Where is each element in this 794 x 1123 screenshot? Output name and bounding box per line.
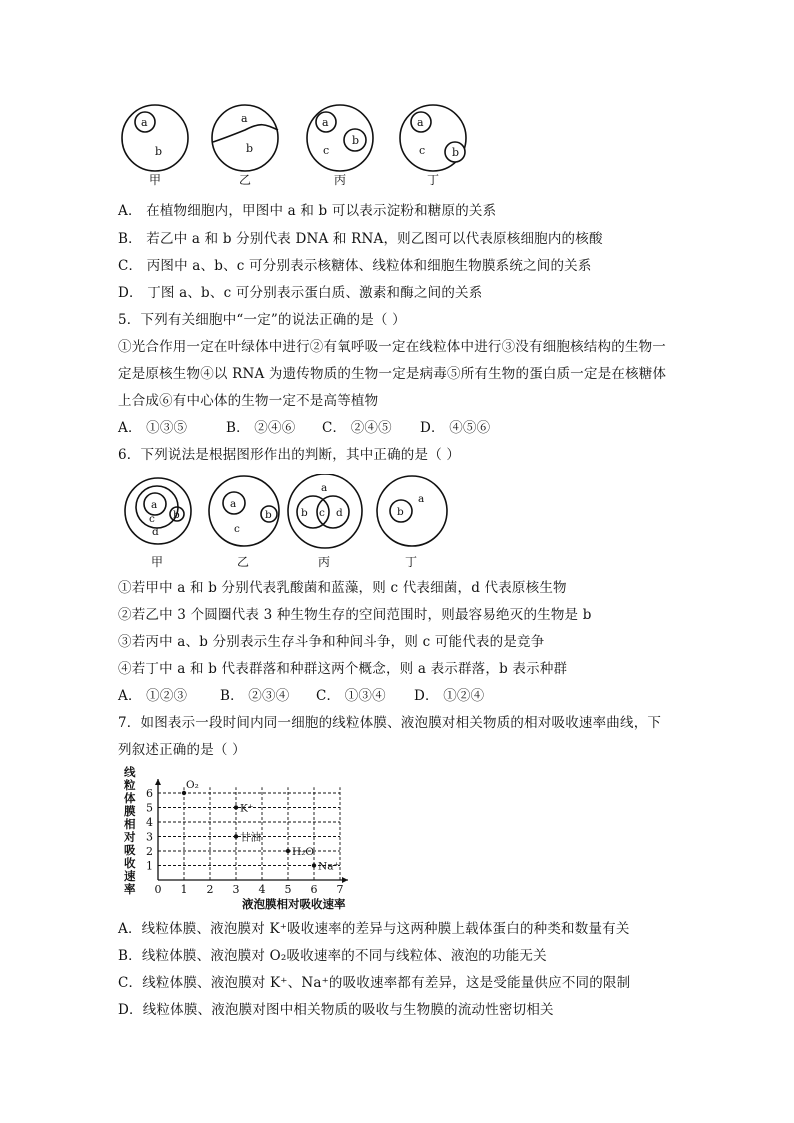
q6-bing-b: b [301, 507, 308, 519]
q5-option-d: D． ④⑤⑥ [420, 420, 491, 436]
q6-yi-c: c [234, 523, 240, 535]
q5-option-b: B． ②④⑥ [226, 420, 296, 436]
q4-bing-b: b [352, 134, 360, 147]
q4-yi-b: b [246, 142, 254, 155]
q7-chart [118, 762, 378, 912]
q6-jia-d: d [152, 526, 159, 538]
q7-x-tick-7: 7 [336, 883, 344, 896]
q6-bing-c: c [319, 507, 325, 519]
q7-ylabel: 线粒体膜相对吸收速率 [124, 765, 136, 896]
q4-option-c: C． 丙图中 a、b、c 可分别表示核糖体、线粒体和细胞生物膜系统之间的关系 [118, 258, 592, 274]
q6-statement-3: ③若丙中 a、b 分别表示生存斗争和种间斗争，则 c 可能代表的是竞争 [118, 634, 545, 650]
q4-option-b: B． 若乙中 a 和 b 分别代表 DNA 和 RNA，则乙图可以代表原核细胞内的核酸 [118, 231, 603, 247]
q7-stem-line-1: 7．如图表示一段时间内同一细胞的线粒体膜、液泡膜对相关物质的相对吸收速率曲线，下 [118, 715, 662, 731]
q6-bing-a: a [321, 482, 328, 494]
q7-point-2 [234, 834, 238, 838]
q7-option-b: B．线粒体膜、液泡膜对 O₂吸收速率的不同与线粒体、液泡的功能无关 [118, 948, 547, 964]
q7-xlabel: 液泡膜相对吸收速率 [242, 897, 346, 911]
q6-statement-2: ②若乙中 3 个圆圈代表 3 种生物生存的空间范围时，则最容易绝灭的生物是 b [118, 607, 592, 623]
q7-point-0 [182, 791, 186, 795]
q7-x-tick-1: 1 [180, 883, 188, 896]
q6-yi-a: a [230, 498, 237, 510]
q6-ding-a: a [418, 493, 425, 505]
q6-option-c: C． ①③④ [316, 688, 386, 704]
q7-point-label-4: Na⁺ [318, 860, 339, 873]
q7-point-label-3: H₂O [292, 846, 314, 858]
q6-statement-4: ④若丁中 a 和 b 代表群落和种群这两个概念，则 a 表示群落，b 表示种群 [118, 661, 568, 677]
q5-options [118, 416, 490, 436]
q6-statement-1: ①若甲中 a 和 b 分别代表乳酸菌和蓝藻，则 c 代表细菌，d 代表原核生物 [118, 580, 567, 596]
q6-ding-b: b [397, 506, 404, 518]
q4-bing-a: a [322, 116, 329, 129]
q4-caption-yi: 乙 [239, 173, 252, 187]
q7-stem-line-2: 列叙述正确的是（ ） [118, 742, 246, 758]
q5-body-line-1: ①光合作用一定在叶绿体中进行②有氧呼吸一定在线粒体中进行③没有细胞核结构的生物一 [118, 339, 666, 355]
q4-option-a: A． 在植物细胞内，甲图中 a 和 b 可以表示淀粉和糖原的关系 [118, 203, 497, 219]
q4-caption-ding: 丁 [427, 173, 440, 187]
q6-venn-figure [120, 474, 450, 572]
q7-y-tick-4: 4 [146, 816, 153, 829]
q7-x-tick-5: 5 [284, 883, 292, 896]
q5-body-line-3: 上合成⑥有中心体的生物一定不是高等植物 [118, 393, 379, 409]
q4-caption-jia: 甲 [149, 173, 162, 187]
q4-bing-c: c [323, 144, 330, 157]
q7-y-tick-1: 1 [146, 859, 153, 873]
q7-point-3 [286, 849, 290, 853]
q4-caption-bing: 丙 [334, 173, 347, 187]
q5-stem: 5．下列有关细胞中“一定”的说法正确的是（ ） [118, 312, 406, 328]
q7-x-tick-6: 6 [310, 883, 318, 896]
q5-option-c: C． ②④⑤ [322, 420, 392, 436]
q6-caption-yi: 乙 [237, 555, 250, 569]
q6-yi-b: b [265, 509, 272, 521]
q7-point-label-2: 甘油 [240, 831, 261, 844]
q7-y-tick-6: 6 [146, 787, 153, 800]
q4-option-d: D． 丁图 a、b、c 可分别表示蛋白质、激素和酶之间的关系 [118, 285, 483, 301]
q7-x-tick-4: 4 [258, 883, 266, 896]
q4-ding-a: a [417, 116, 424, 129]
q4-jia-b: b [155, 145, 163, 158]
q7-x-tick-2: 2 [206, 883, 214, 896]
q4-jia-a: a [141, 116, 148, 129]
q7-option-d: D．线粒体膜、液泡膜对图中相关物质的吸收与生物膜的流动性密切相关 [118, 1002, 554, 1018]
q4-ding-b: b [452, 146, 460, 159]
q7-x-tick-0: 0 [154, 883, 162, 896]
q6-caption-bing: 丙 [318, 555, 331, 569]
q7-y-tick-2: 2 [146, 845, 153, 858]
q6-jia-c: c [149, 513, 155, 525]
q7-option-a: A．线粒体膜、液泡膜对 K⁺吸收速率的差异与这两种膜上载体蛋白的种类和数量有关 [118, 921, 630, 937]
q6-option-a: A． ①②③ [118, 688, 188, 704]
q7-option-c: C．线粒体膜、液泡膜对 K⁺、Na⁺的吸收速率都有差异，这是受能量供应不同的限制 [118, 975, 631, 991]
q7-y-tick-3: 3 [146, 830, 153, 844]
q7-x-tick-3: 3 [232, 883, 240, 896]
q7-point-1 [234, 805, 238, 809]
q6-options [118, 684, 484, 704]
q6-bing-d: d [336, 507, 343, 519]
q6-caption-ding: 丁 [405, 555, 418, 569]
q6-jia-a: a [151, 499, 158, 511]
q6-caption-jia: 甲 [151, 555, 164, 569]
q7-point-4 [312, 863, 316, 867]
q7-point-label-1: K⁺ [240, 802, 254, 815]
q4-venn-figure [115, 100, 475, 190]
q6-stem: 6．下列说法是根据图形作出的判断，其中正确的是（ ） [118, 447, 461, 463]
q7-point-label-0: O₂ [186, 779, 199, 791]
q5-option-a: A． ①③⑤ [118, 420, 188, 436]
q7-y-arrow [155, 779, 161, 785]
q6-option-d: D． ①②④ [414, 688, 485, 704]
q4-ding-c: c [419, 144, 426, 157]
q6-option-b: B． ②③④ [220, 688, 290, 704]
q4-yi-a: a [241, 112, 248, 125]
q7-y-tick-5: 5 [146, 801, 153, 815]
q5-body-line-2: 定是原核生物④以 RNA 为遗传物质的生物一定是病毒⑤所有生物的蛋白质一定是在核糖体 [118, 366, 667, 382]
q6-jia-b: b [173, 509, 180, 521]
